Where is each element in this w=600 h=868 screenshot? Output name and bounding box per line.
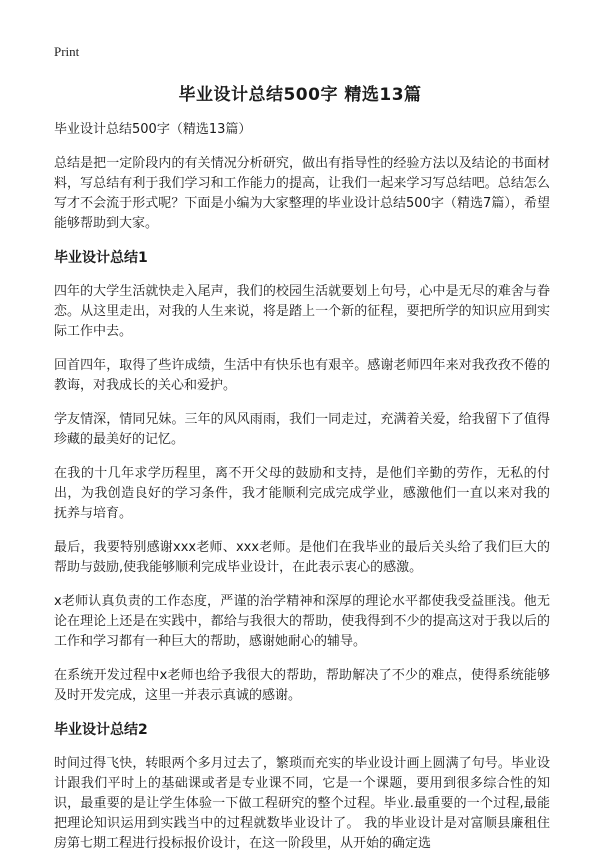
section-1-paragraph: 在我的十几年求学历程里，离不开父母的鼓励和支持，是他们辛勤的劳作，无私的付出，为我创造良好的学习条件，我才能顺利完成完成学业，感激他们一直以来对我的 抚养与培育。: [54, 466, 550, 521]
document-body: [54, 120, 550, 868]
section-1-paragraph: 四年的大学生活就快走入尾声，我们的校园生活就要划上句号，心中是无尽的难舍与眷恋。从这里走出，对我的人生来说，将是踏上一个新的征程，要把所学的知识应用到实际工作中去。: [54, 284, 550, 339]
page-title: 毕业设计总结500字 精选13篇: [178, 85, 422, 105]
document-subtitle: 毕业设计总结500字（精选13篇）: [54, 122, 252, 137]
section-1-paragraph: 最后，我要特别感谢xxx老师、xxx老师。是他们在我毕业的最后关头给了我们巨大的帮助与鼓励,使我能够顺利完成毕业设计，在此表示衷心的感激。: [54, 540, 550, 575]
intro-paragraph: 总结是把一定阶段内的有关情况分析研究，做出有指导性的经验方法以及结论的书面材料，写总结有利于我们学习和工作能力的提高，让我们一起来学习写总结吧。总结怎么写才不会流于形式呢？下面是小编为大家整理的毕业设计总结500字（精选7篇），希望能够帮助到大家。: [54, 156, 550, 231]
section-2-paragraph: 时间过得飞快，转眼两个多月过去了，繁琐而充实的毕业设计画上圆满了句号。毕业设计跟我们平时上的基础课或者是专业课不同，它是一个课题，要用到很多综合性的知识，最重要的是让学生体验一下做工程研究的整个过程。毕业.最重要的一个过程,最能把理论知识运用到实践当中的过程就数毕业设计了。 我的毕业设计是对富顺县廉租住房第七期工程进行投标报价设计，在这一阶段里，从开始的确定选: [54, 756, 550, 851]
section-1-paragraph: x老师认真负责的工作态度，严谨的治学精神和深厚的理论水平都使我受益匪浅。他无论在理论上还是在实践中，都给与我很大的帮助，使我得到不少的提高这对于我以后的工作和学习都有一种巨大的帮助，感谢她耐心的辅导。: [54, 594, 550, 649]
section-1-paragraph: 回首四年，取得了些许成绩，生活中有快乐也有艰辛。感谢老师四年来对我孜孜不倦的教诲，对我成长的关心和爱护。: [54, 358, 550, 393]
section-heading-1: 毕业设计总结1: [54, 250, 148, 266]
section-1-paragraph: 在系统开发过程中x老师也给予我很大的帮助，帮助解决了不少的难点，使得系统能够及时开发完成，这里一并表示真诚的感谢。: [54, 668, 550, 703]
print-link[interactable]: Print: [54, 44, 80, 59]
section-1-paragraph: 学友情深，情同兄妹。三年的风风雨雨，我们一同走过，充满着关爱，给我留下了值得珍藏的最美好的记忆。: [54, 412, 550, 447]
section-heading-2: 毕业设计总结2: [54, 722, 148, 738]
